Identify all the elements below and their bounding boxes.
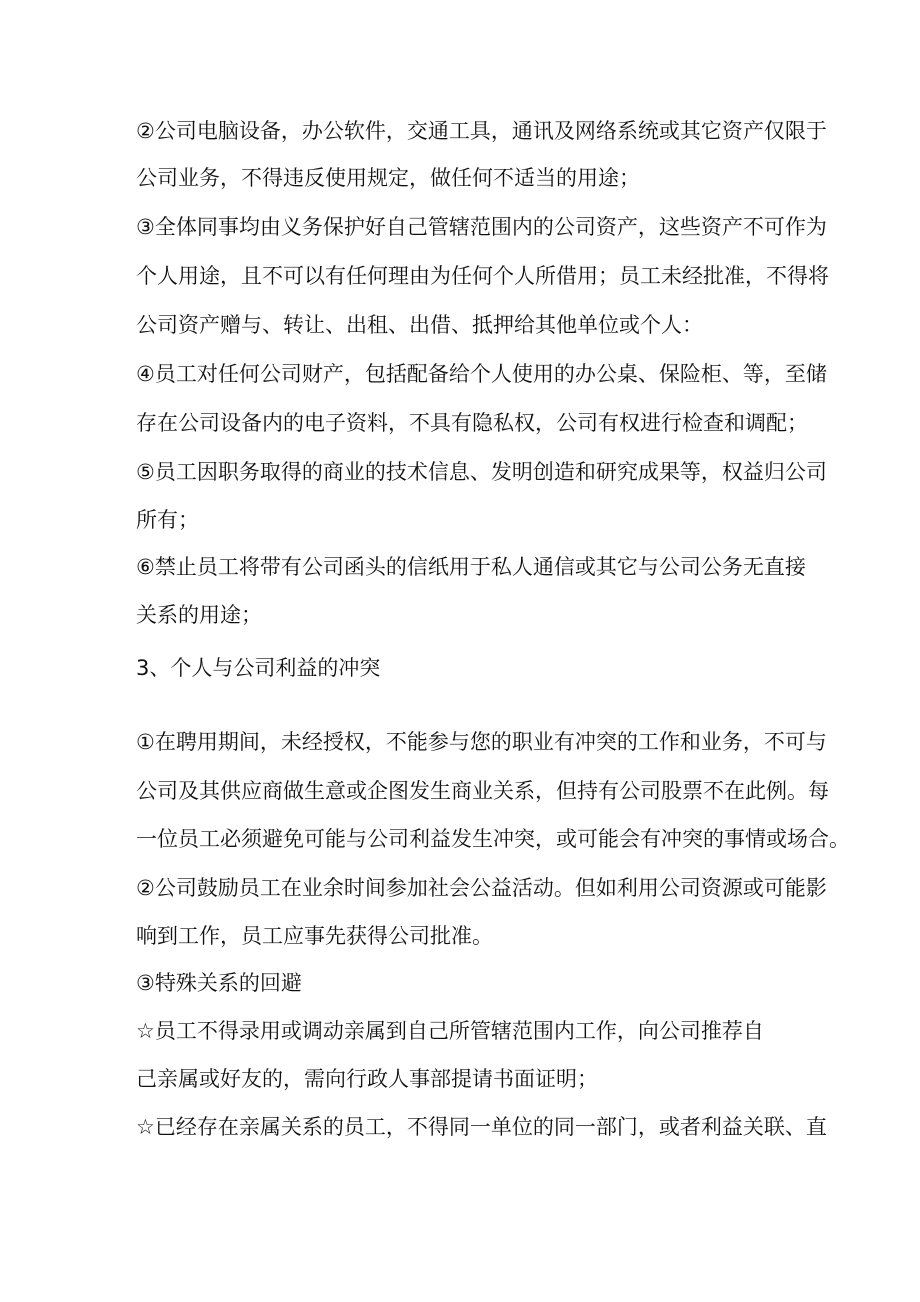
paragraph-6-line-2: 关系的用途； [136,603,262,627]
section-3-item-1-line-3: 一位员工必须避免可能与公司利益发生冲突，或可能会有冲突的事情或场合。 [136,827,850,851]
section-3-item-3-heading: ③特殊关系的回避 [136,971,302,995]
section-3-item-2-line-1: ②公司鼓励员工在业余时间参加社会公益活动。但如利用公司资源或可能影 [136,876,827,900]
section-3-item-1-line-1: ①在聘用期间，未经授权，不能参与您的职业有冲突的工作和业务，不可与 [136,730,827,754]
paragraph-3-line-3: 公司资产赠与、转让、出租、出借、抵押给其他单位或个人： [136,313,703,337]
paragraph-3-line-1: ③全体同事均由义务保护好自己管辖范围内的公司资产，这些资产不可作为 [136,215,827,239]
paragraph-5-line-2: 所有； [136,508,199,532]
paragraph-6-line-1: ⑥禁止员工将带有公司函头的信纸用于私人通信或其它与公司公务无直接 [136,555,806,579]
section-3-item-2-line-2: 响到工作，员工应事先获得公司批准。 [136,924,493,948]
paragraph-4-line-2: 存在公司设备内的电子资料，不具有隐私权，公司有权进行检查和调配； [136,411,808,435]
paragraph-2-line-1: ②公司电脑设备，办公软件，交通工具，通讯及网络系统或其它资产仅限于 [136,119,827,143]
paragraph-3-line-2: 个人用途，且不可以有任何理由为任何个人所借用；员工未经批准，不得将 [136,264,829,288]
paragraph-5-line-1: ⑤员工因职务取得的商业的技术信息、发明创造和研究成果等，权益归公司 [136,460,827,484]
section-3-item-1-line-2: 公司及其供应商做生意或企图发生商业关系，但持有公司股票不在此例。每 [136,779,829,803]
paragraph-2-line-2: 公司业务，不得违反使用规定，做任何不适当的用途； [136,166,640,190]
section-3-heading: 3、个人与公司利益的冲突 [136,656,381,680]
bullet-1-line-1: ☆员工不得录用或调动亲属到自己所管辖范围内工作，向公司推荐自 [136,1019,764,1043]
paragraph-4-line-1: ④员工对任何公司财产，包括配备给个人使用的办公桌、保险柜、等，至储 [136,362,827,386]
bullet-1-line-2: 己亲属或好友的，需向行政人事部提请书面证明； [136,1067,598,1091]
bullet-2-line-1: ☆已经存在亲属关系的员工，不得同一单位的同一部门，或者利益关联、直 [136,1115,827,1139]
